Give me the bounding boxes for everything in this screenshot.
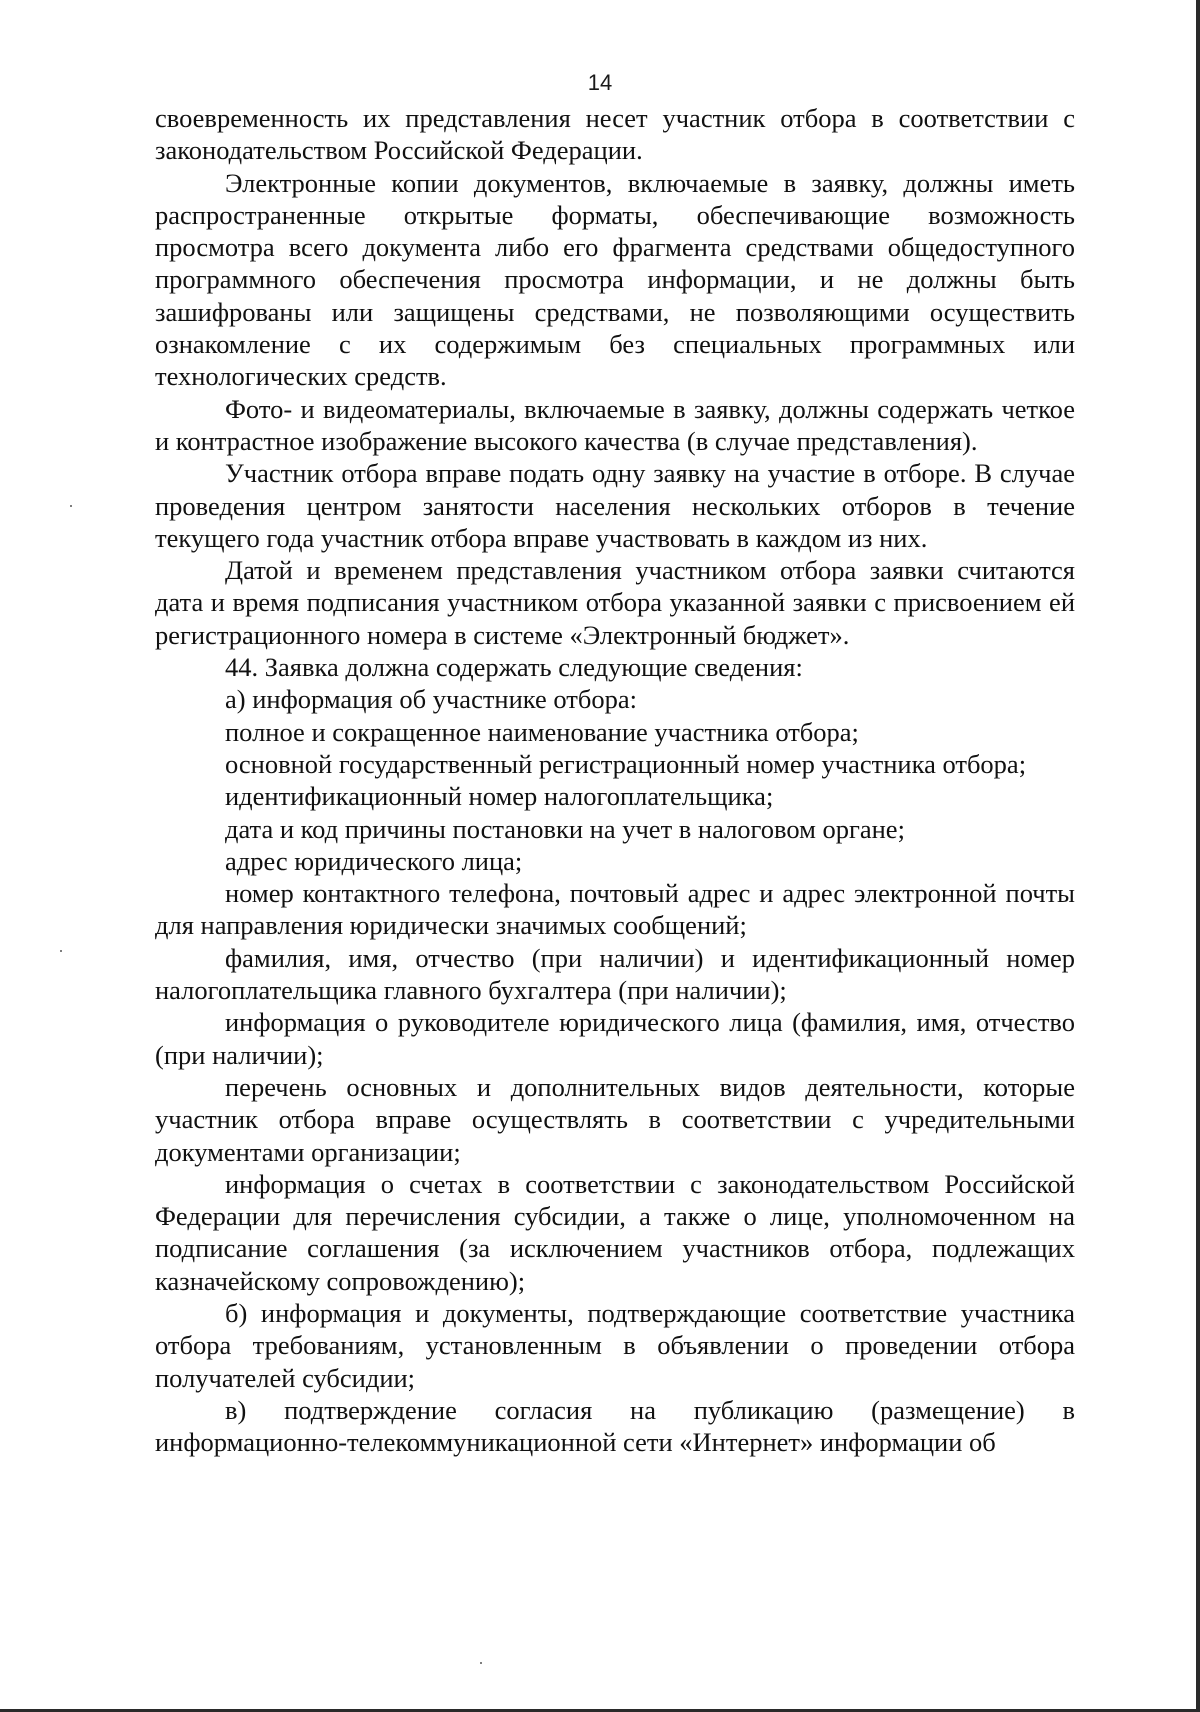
paragraph: своевременность их представления несет участник отбора в соответствии с законодательством Российской Федерации.: [155, 103, 1075, 166]
paragraph: номер контактного телефона, почтовый адрес и адрес электронной почты для направления юридически значимых сообщений;: [155, 878, 1075, 941]
paragraph: адрес юридического лица;: [225, 845, 523, 876]
paragraph: 44. Заявка должна содержать следующие сведения:: [225, 652, 803, 683]
paragraph: идентификационный номер налогоплательщика;: [225, 781, 774, 812]
scan-edge-right: [1196, 0, 1200, 1712]
paragraph: основной государственный регистрационный номер участника отбора;: [225, 748, 1027, 779]
scan-speck: [70, 505, 72, 507]
paragraph: Фото- и видеоматериалы, включаемые в заявку, должны содержать четкое и контрастное изображение высокого качества (в случае представления).: [155, 393, 1075, 456]
scan-speck: [60, 950, 62, 952]
paragraph: перечень основных и дополнительных видов деятельности, которые участник отбора вправе осуществлять в соответствии с учредительными документами организации;: [155, 1071, 1075, 1167]
paragraph: Участник отбора вправе подать одну заявку на участие в отборе. В случае проведения центром занятости населения нескольких отборов в течение текущего года участник отбора вправе участвовать в каждом из них.: [155, 458, 1075, 553]
paragraph: фамилия, имя, отчество (при наличии) и идентификационный номер налогоплательщика главного бухгалтера (при наличии);: [155, 942, 1075, 1006]
paragraph: информация о счетах в соответствии с законодательством Российской Федерации для перечисления субсидии, а также о лице, уполномоченном на подписание соглашения (за исключением участников отбора, подлежащих казначейскому сопровождению);: [155, 1168, 1075, 1296]
paragraph: б) информация и документы, подтверждающие соответствие участника отбора требованиям, установленным в объявлении о проведении отбора получателей субсидии;: [155, 1297, 1075, 1393]
scan-speck: [480, 1662, 482, 1664]
paragraph: Датой и временем представления участником отбора заявки считаются дата и время подписания участником отбора указанной заявки с присвоением ей регистрационного номера в системе «Электронный бюджет».: [155, 555, 1075, 650]
paragraph: полное и сокращенное наименование участника отбора;: [225, 716, 859, 747]
paragraph: информация о руководителе юридического лица (фамилия, имя, отчество (при наличии);: [155, 1007, 1075, 1070]
document-body: [155, 102, 1075, 1458]
paragraph: а) информация об участнике отбора:: [225, 684, 637, 715]
paragraph: Электронные копии документов, включаемые в заявку, должны иметь распространенные открытые форматы, обеспечивающие возможность просмотра всего документа либо его фрагмента средствами общедоступного программного обеспечения просмотра информации, и не должны быть зашифрованы или защищены средствами, не позволяющими осуществить ознакомление с их содержимым без специальных программных или технологических средств.: [155, 167, 1075, 392]
paragraph: дата и код причины постановки на учет в налоговом органе;: [225, 813, 905, 844]
page-number: 14: [587, 70, 613, 95]
paragraph: в) подтверждение согласия на публикацию (размещение) в информационно-телекоммуникационной сети «Интернет» информации об: [155, 1394, 1075, 1458]
